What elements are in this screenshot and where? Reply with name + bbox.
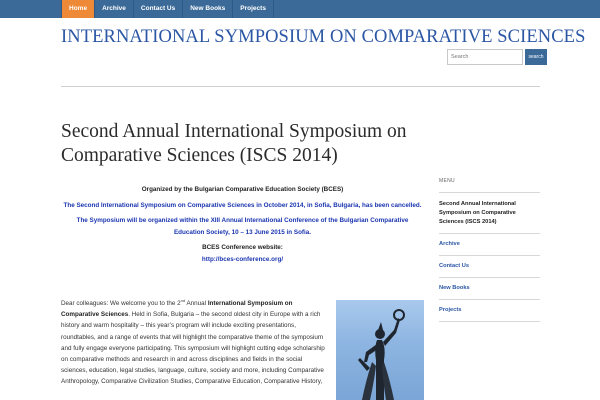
site-title[interactable]: INTERNATIONAL SYMPOSIUM ON COMPARATIVE SCIENCES [61, 27, 586, 47]
statue-photo [336, 300, 424, 400]
cancellation-notice: The Second International Symposium on Comparative Sciences in October 2014, in Sofia, Bulgaria, has been cancelled. [63, 201, 422, 209]
sidebar-item-archive[interactable]: Archive [439, 234, 540, 256]
reorganization-notice: The Symposium will be organized within the XIII Annual International Conference of the Bulgarian Comparative Education Society, 10 – 13 June 2015 in Sofia. [76, 217, 409, 236]
top-navigation-bar [0, 0, 600, 18]
search-form [447, 49, 547, 65]
page-title: Second Annual International Symposium on Comparative Sciences (ISCS 2014) [61, 121, 407, 166]
sidebar-item-projects[interactable]: Projects [439, 300, 540, 322]
article-body [61, 298, 327, 388]
sidebar-menu-label: MENU [439, 178, 540, 193]
sidebar-menu [439, 178, 540, 322]
nav-item-archive[interactable]: Archive [95, 0, 134, 18]
body-rest: . Held in Sofia, Bulgaria – the second oldest city in Europe with a rich history and warm hospitality – this year’s program will include exciting presentations, roundtables, and a range of events that will highlight the comparative theme of the symposium and fully engage everyone participating. This symposium will highlight cutting edge scholarship on comparative methods and research in and across disciplines and fields in the social sciences, education, legal studies, language, culture, society and more, including Comparative Anthropology, Comparative Civilization Studies, Comparative Education, Comparative History, [61, 311, 325, 386]
website-label: BCES Conference website: [202, 244, 283, 251]
nav-item-new-books[interactable]: New Books [183, 0, 233, 18]
body-symposium-name: International Symposium on Comparative Sciences [61, 300, 293, 319]
conference-website-link[interactable]: http://bces-conference.org/ [201, 255, 284, 263]
search-button[interactable]: search [525, 49, 547, 65]
nav-item-contact-us[interactable]: Contact Us [134, 0, 183, 18]
top-nav-items [61, 0, 274, 18]
organizer-text: Organized by the Bulgarian Comparative Education Society (BCES) [141, 186, 344, 193]
search-input[interactable] [447, 49, 523, 65]
sidebar-item-new-books[interactable]: New Books [439, 278, 540, 300]
sidebar-item-contact-us[interactable]: Contact Us [439, 256, 540, 278]
body-superscript: nd [180, 297, 186, 303]
body-intro: Dear colleagues: We welcome you to the 2 [61, 300, 181, 307]
sidebar-item-iscs-2014[interactable]: Second Annual International Symposium on Comparative Sciences (ISCS 2014) [439, 193, 540, 234]
announcement-block [61, 184, 424, 265]
body-annual: Annual [185, 300, 208, 307]
header-divider [61, 86, 540, 87]
nav-item-home[interactable]: Home [61, 0, 95, 18]
nav-item-projects[interactable]: Projects [233, 0, 274, 18]
statue-icon [336, 300, 424, 400]
